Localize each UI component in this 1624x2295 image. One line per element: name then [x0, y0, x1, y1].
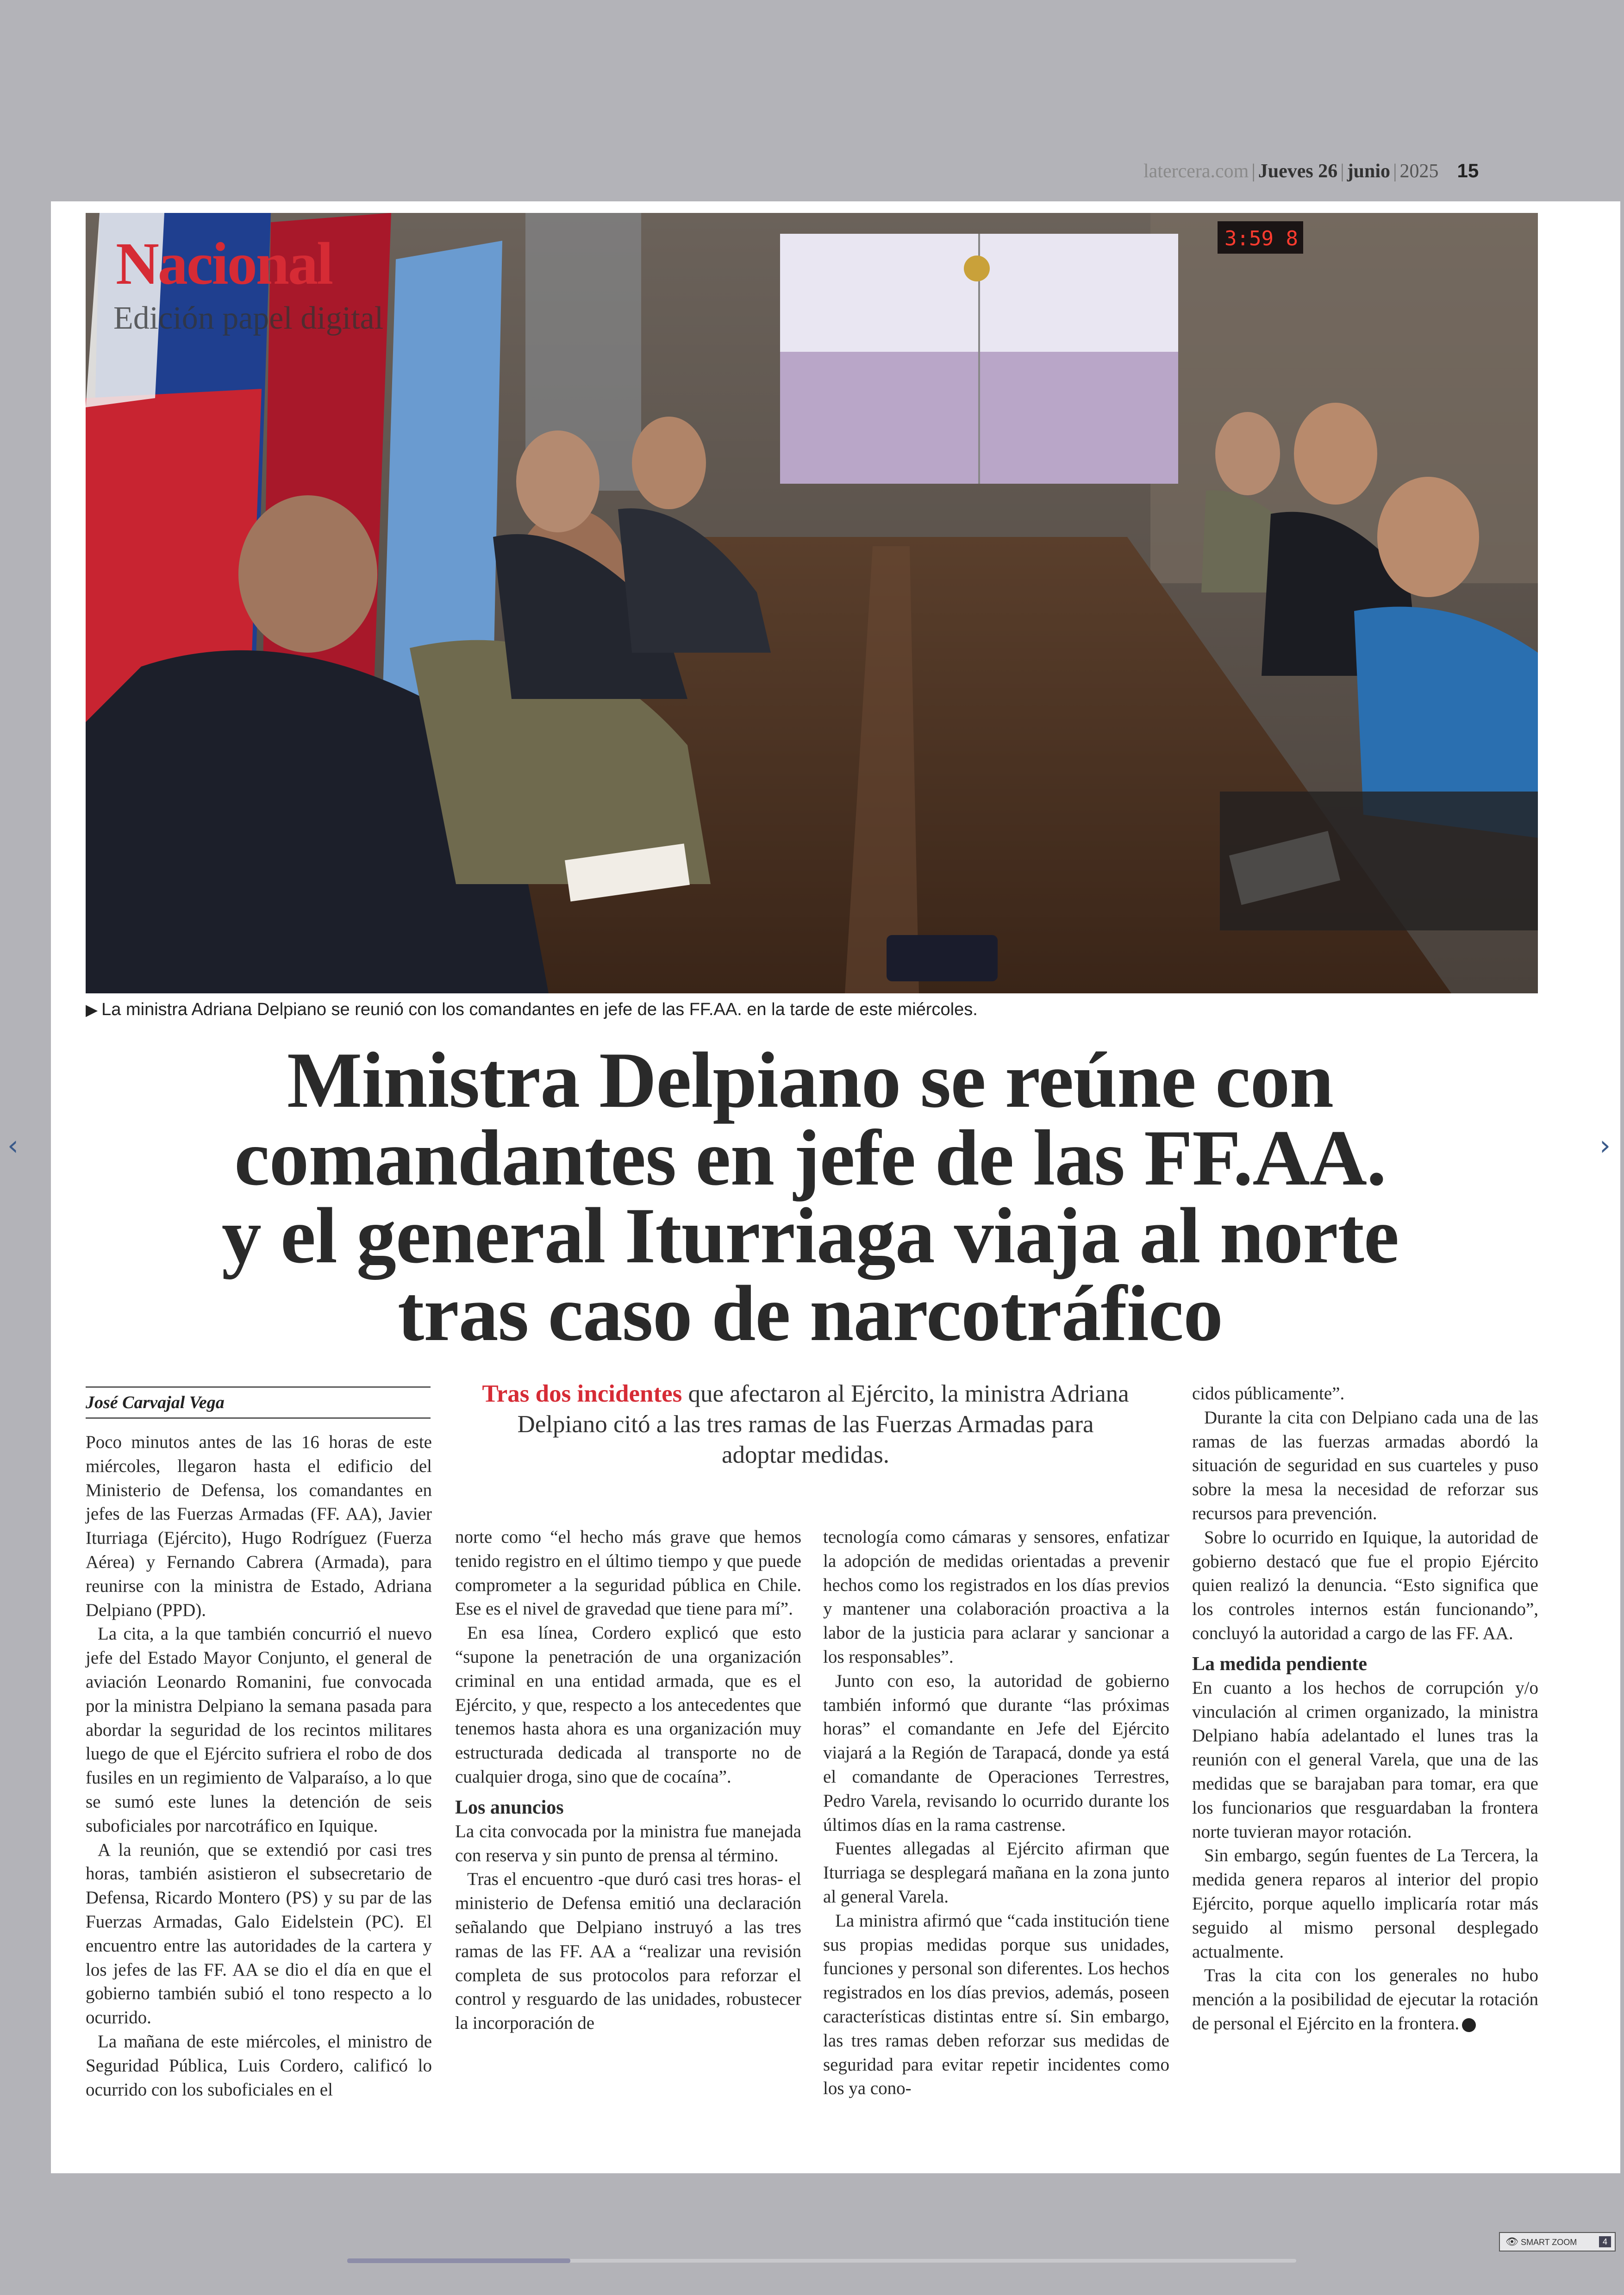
paragraph: La cita convocada por la ministra fue manejada con reserva y sin punto de prensa al término.	[455, 1821, 801, 1865]
byline: José Carvajal Vega	[86, 1386, 431, 1419]
paragraph: La ministra afirmó que “cada institución tiene sus propias medidas porque sus unidades, funciones y personal son diferentes. Los hechos registrados en los días previos, además, poseen características distintas entre sí. Sin embargo, las tres ramas deben reforzar sus medidas de seguridad para evitar repetir incidentes como los ya cono-	[823, 1910, 1169, 2099]
issue-year: 2025	[1399, 161, 1439, 182]
headline-line: comandantes en jefe de las FF.AA.	[234, 1114, 1386, 1202]
paragraph: A la reunión, que se extendió por casi tres horas, también asistieron el subsecretario de Defensa, Ricardo Montero (PS) y su par de las Fuerzas Armadas, Galo Eidelstein (PC). El encuentro entre las autoridades de la cartera y los jefes de las FF. AA se dio el día en que el gobierno también subió el tono respecto a lo ocurrido.	[86, 1840, 432, 2028]
paragraph: Sin embargo, según fuentes de La Tercera, la medida genera reparos al interior del propio Ejército, porque aquello implicaría rotar más seguido al mismo personal desplegado actualmente.	[1192, 1846, 1538, 1962]
person-navy-commander	[238, 495, 377, 653]
next-page-button[interactable]: ›	[1599, 1129, 1611, 1162]
article-headline	[93, 1036, 1528, 1358]
paragraph: En cuanto a los hechos de corrupción y/o vinculación al crimen organizado, la ministra Delpiano había adelantado el lunes tras la reunión con el general Varela, que una de las medidas que se barajaban para tomar, era que los funcionarios que resguardaban la frontera norte tuvieran mayor rotación.	[1192, 1678, 1538, 1842]
issue-day: Jueves 26	[1258, 161, 1338, 182]
photo-caption	[86, 1000, 1538, 1020]
lead-highlight: Tras dos incidentes	[482, 1380, 682, 1407]
paragraph: tecnología como cámaras y sensores, enfatizar la adopción de medidas orientadas a prevenir hechos como los registrados en los días previos y mantener una colaboración proactiva a la labor de la justicia para aclarar y sancionar a los responsables”.	[823, 1527, 1169, 1667]
page-scrollbar-thumb[interactable]	[347, 2258, 570, 2263]
smart-zoom-button[interactable]	[1499, 2232, 1616, 2251]
caption-text: La ministra Adriana Delpiano se reunió con los comandantes en jefe de las FF.AA. en la tarde de este miércoles.	[101, 1000, 978, 1019]
subheading-anuncios: Los anuncios	[455, 1796, 564, 1818]
headline-line: tras caso de narcotráfico	[397, 1270, 1223, 1358]
paragraph: Durante la cita con Delpiano cada una de las ramas de las fuerzas armadas abordó la situación de seguridad en sus cuarteles y puso sobre la mesa la necesidad de reforzar sus recursos para prevención.	[1192, 1407, 1538, 1523]
paragraph: La mañana de este miércoles, el ministro de Seguridad Pública, Luis Cordero, calificó lo ocurrido con los suboficiales en el	[86, 2031, 432, 2100]
previous-page-button[interactable]: ‹	[7, 1129, 19, 1162]
paragraph-final	[1192, 1964, 1538, 2035]
smart-zoom-label: SMART ZOOM	[1520, 2238, 1577, 2247]
paragraph: Sobre lo ocurrido en Iquique, la autoridad de gobierno destacó que fue el propio Ejército quien realizó la denuncia. “Esto significa que los controles internos están funcionando”, concluyó la autoridad a cargo de las FF. AA.	[1192, 1527, 1538, 1643]
article-lead	[481, 1378, 1130, 1470]
headline-line: Ministra Delpiano se reúne con	[287, 1036, 1334, 1124]
zoom-level-badge: 4	[1599, 2236, 1611, 2247]
article-column-2	[455, 1525, 801, 2035]
caption-triangle-icon: ▶	[86, 1001, 98, 1019]
paragraph: En esa línea, Cordero explicó que esto “supone la penetración de una organización criminal en una entidad armada, que es el Ejército, y que, respecto a los antecedentes que tenemos hasta ahora es una organización muy estructurada dedicada al transporte no de cualquier droga, sino que de cocaína”.	[455, 1623, 801, 1787]
person-airforce-commander	[632, 417, 706, 509]
paragraph: Fuentes allegadas al Ejército afirman que Iturriaga se desplegará mañana en la zona junto al general Varela.	[823, 1839, 1169, 1907]
paragraph: cidos públicamente”.	[1192, 1384, 1345, 1403]
final-text: Tras la cita con los generales no hubo mención a la posibilidad de ejecutar la rotación de personal el Ejército en la frontera.	[1192, 1965, 1538, 2033]
end-mark-icon	[1462, 2018, 1476, 2032]
eye-icon: 👁	[1505, 2236, 1518, 2247]
issue-month: junio	[1347, 161, 1391, 182]
paragraph: La cita, a la que también concurrió el nuevo jefe del Estado Mayor Conjunto, el general de aviación Leonardo Romanini, fue convocada por la ministra Delpiano la semana pasada para abordar la seguridad de los recintos militares luego de que el Ejército sufriera el robo de dos fusiles en un regimiento de Valparaíso, a lo que se sumó este lunes la detención de seis suboficiales por narcotráfico en Iquique.	[86, 1624, 432, 1836]
headline-line: y el general Iturriaga viaja al norte	[221, 1192, 1399, 1280]
paragraph: Junto con eso, la autoridad de gobierno también informó que durante “las próximas horas” el comandante en Jefe del Ejército viajará a la Región de Tarapacá, donde ya está el comandante de Operaciones Terrestres, Pedro Varela, revisando lo ocurrido durante los últimos días en la rama castrense.	[823, 1671, 1169, 1835]
section-subtitle: Edición papel digital	[113, 300, 384, 336]
paragraph: norte como “el hecho más grave que hemos tenido registro en el último tiempo y que puede comprometer a la seguridad pública en Chile. Ese es el nivel de gravedad que tiene para mí”.	[455, 1527, 801, 1619]
conference-phone	[887, 935, 998, 981]
person-subsecretary	[1294, 403, 1377, 505]
site-name: latercera.com	[1143, 161, 1249, 182]
article-column-1	[86, 1430, 432, 2102]
subheading-medida-pendiente: La medida pendiente	[1192, 1653, 1368, 1675]
article-column-4	[1192, 1382, 1538, 2036]
page-number: 15	[1457, 160, 1479, 181]
article-column-3	[823, 1525, 1169, 2101]
lead-text: que afectaron al Ejército, la ministra Adriana Delpiano citó a las tres ramas de las Fuerzas Armadas para adoptar medidas.	[517, 1380, 1129, 1468]
page-masthead: latercera.com | Jueves 26 | junio | 2025 15	[1143, 160, 1479, 182]
person-minister	[1377, 477, 1479, 597]
clock-readout: 3:59 8	[1224, 227, 1298, 250]
section-title: Nacional	[116, 231, 332, 297]
paragraph: Tras el encuentro -que duró casi tres horas- el ministerio de Defensa emitió una declaración señalando que Delpiano instruyó a las tres ramas de las FF. AA a “realizar una revisión completa de sus protocolos para reforzar el control y resguardo de las unidades, robustecer la incorporación de	[455, 1869, 801, 2033]
paragraph: Poco minutos antes de las 16 horas de este miércoles, llegaron hasta el edificio del Ministerio de Defensa, los comandantes en jefes de las Fuerzas Armadas (FF. AA), Javier Iturriaga (Ejército), Hugo Rodríguez (Fuerza Aérea) y Fernando Cabrera (Armada), para reunirse con la ministra de Estado, Adriana Delpiano (PPD).	[86, 1432, 432, 1620]
